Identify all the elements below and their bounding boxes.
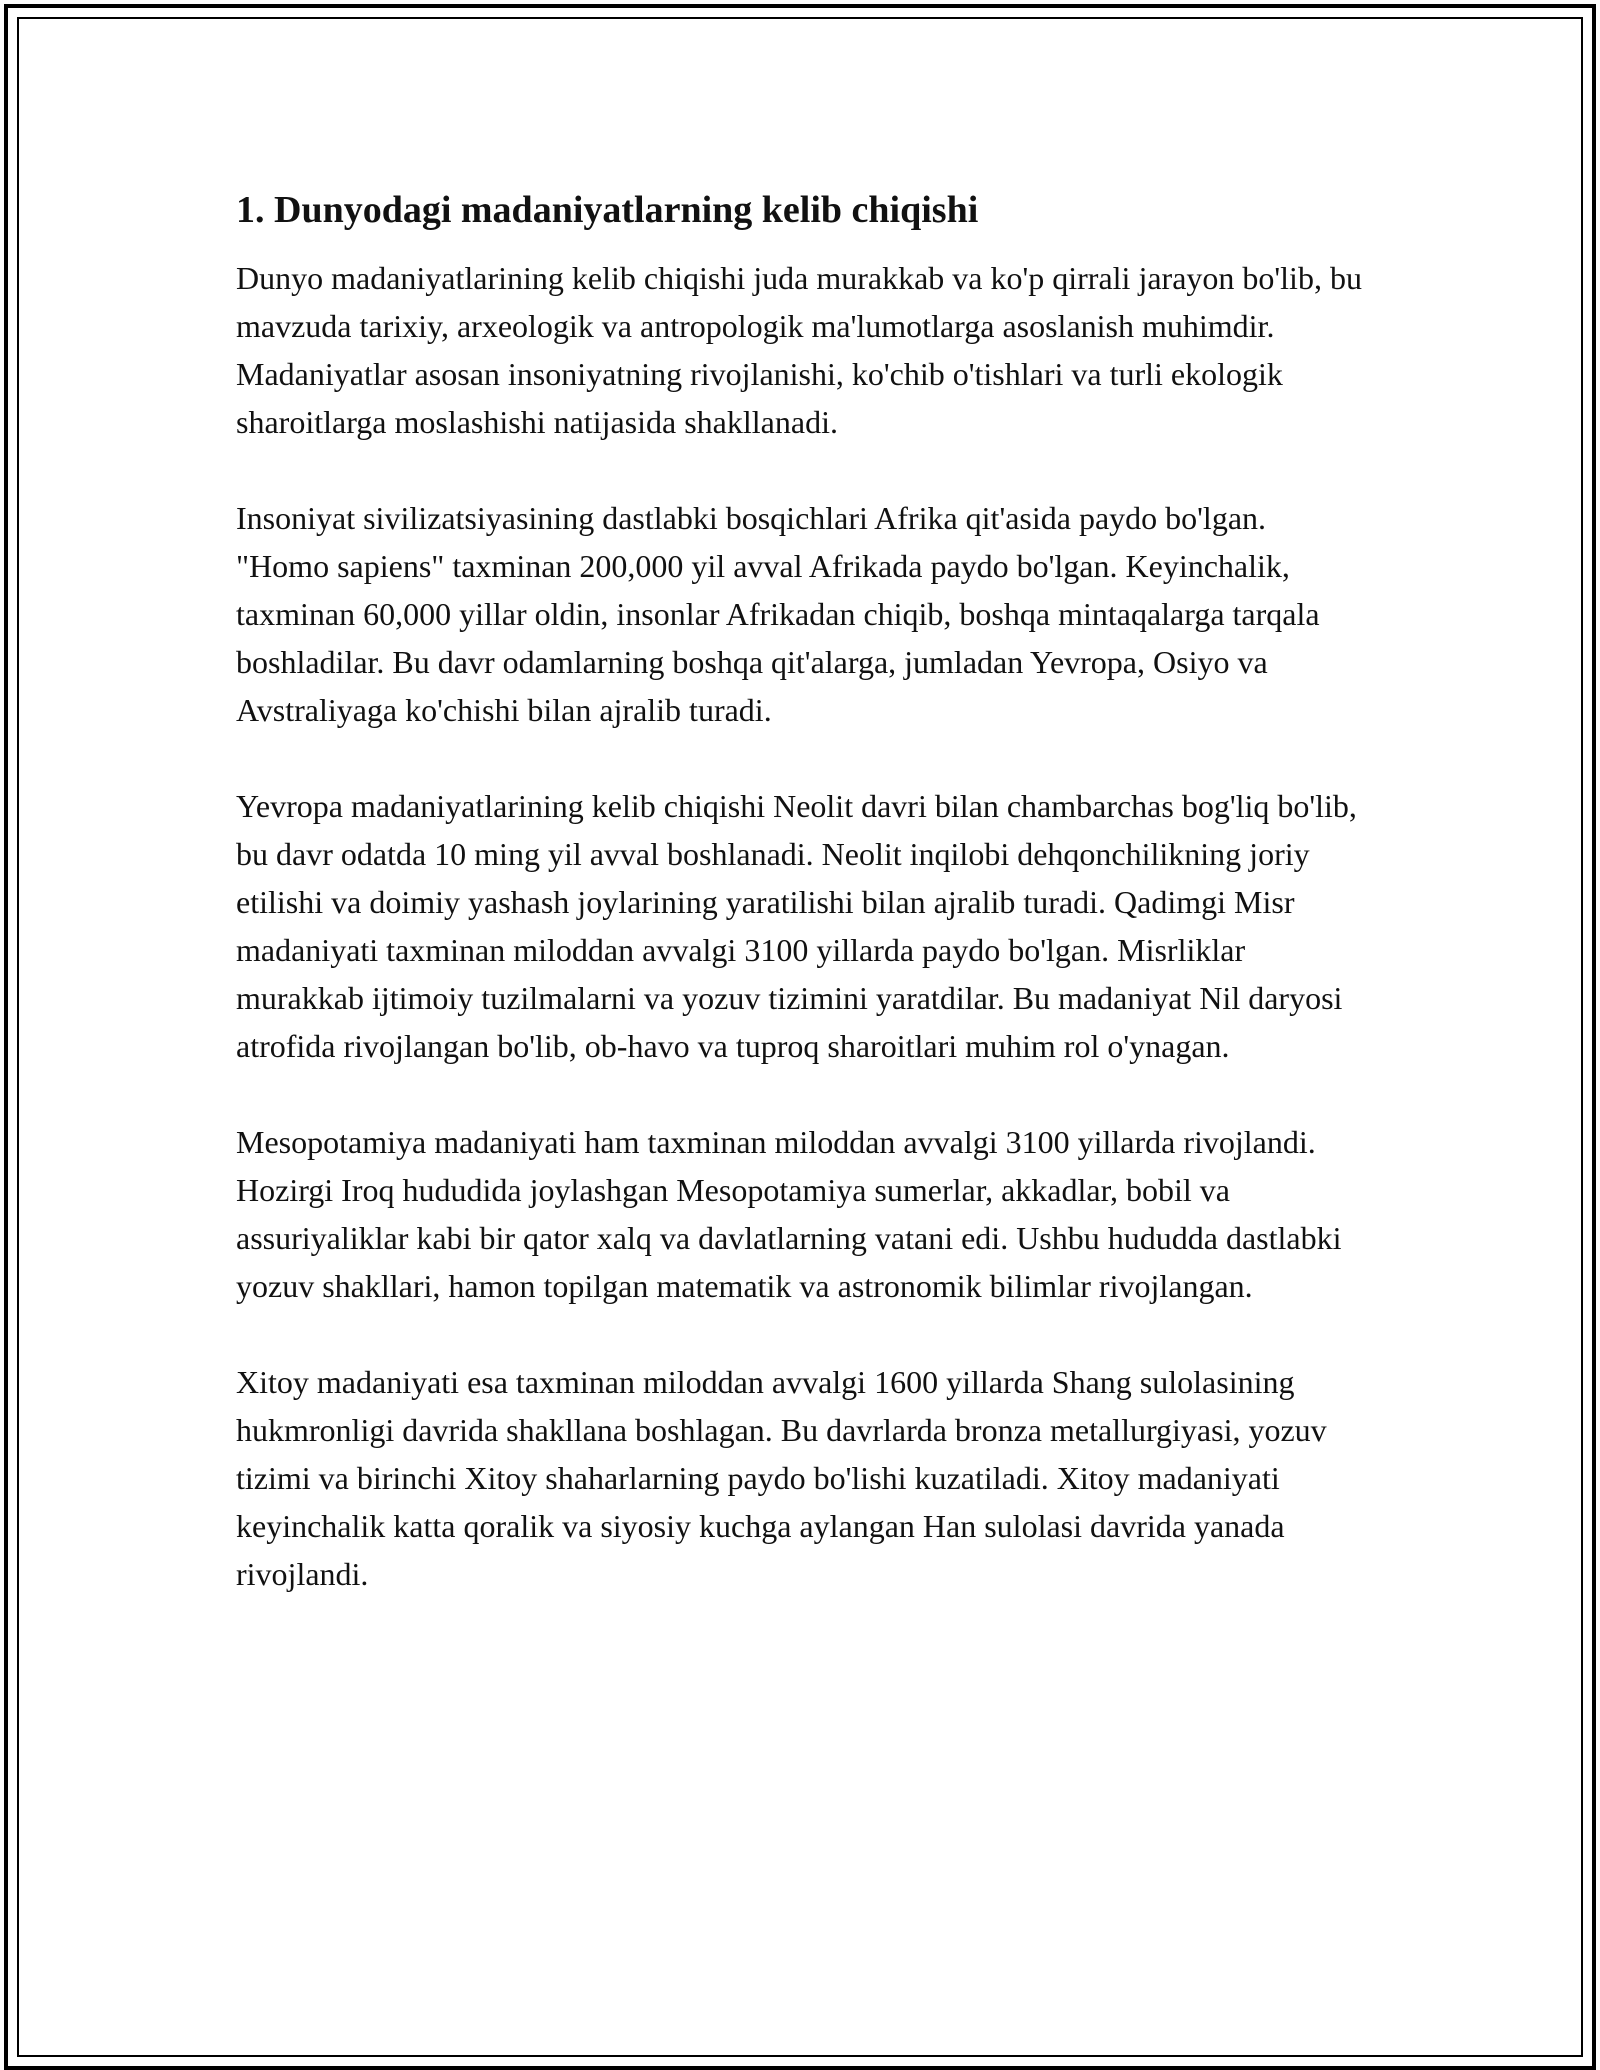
section-heading: 1. Dunyodagi madaniyatlarning kelib chiqishi — [236, 189, 979, 231]
document-body — [236, 186, 1366, 1646]
paragraph-europe-egypt: Yevropa madaniyatlarining kelib chiqishi Neolit davri bilan chambarchas bog'liq bo'lib, bu davr odatda 10 ming yil avval boshlanadi. Neolit inqilobi dehqonchilikning joriy etilishi va doimiy yashash joylarining yaratilishi bilan ajralib turadi. Qadimgi Misr madaniyati taxminan miloddan avvalgi 3100 yillarda paydo bo'lgan. Misrliklar murakkab ijtimoiy tuzilmalarni va yozuv tizimini yaratdilar. Bu madaniyat Nil daryosi atrofida rivojlangan bo'lib, ob-havo va tuproq sharoitlari muhim rol o'ynagan. — [236, 788, 1357, 1064]
paragraph-africa-migration: Insoniyat sivilizatsiyasining dastlabki bosqichlari Afrika qit'asida paydo bo'lgan. "Homo sapiens" taxminan 200,000 yil avval Afrikada paydo bo'lgan. Keyinchalik, taxminan 60,000 yillar oldin, insonlar Afrikadan chiqib, boshqa mintaqalarga tarqala boshladilar. Bu davr odamlarning boshqa qit'alarga, jumladan Yevropa, Osiyo va Avstraliyaga ko'chishi bilan ajralib turadi. — [236, 500, 1320, 728]
paragraph-china: Xitoy madaniyati esa taxminan miloddan avvalgi 1600 yillarda Shang sulolasining hukmronligi davrida shakllana boshlagan. Bu davrlarda bronza metallurgiyasi, yozuv tizimi va birinchi Xitoy shaharlarning paydo bo'lishi kuzatiladi. Xitoy madaniyati keyinchalik katta qoralik va siyosiy kuchga aylangan Han sulolasi davrida yanada rivojlandi. — [236, 1364, 1327, 1592]
paragraph-mesopotamia: Mesopotamiya madaniyati ham taxminan miloddan avvalgi 3100 yillarda rivojlandi. Hozirgi Iroq hududida joylashgan Mesopotamiya sumerlar, akkadlar, bobil va assuriyaliklar kabi bir qator xalq va davlatlarning vatani edi. Ushbu hududda dastlabki yozuv shakllari, hamon topilgan matematik va astronomik bilimlar rivojlangan. — [236, 1124, 1342, 1304]
paragraph-origins-overview: Dunyo madaniyatlarining kelib chiqishi juda murakkab va ko'p qirrali jarayon bo'lib, bu mavzuda tarixiy, arxeologik va antropologik ma'lumotlarga asoslanish muhimdir. Madaniyatlar asosan insoniyatning rivojlanishi, ko'chib o'tishlari va turli ekologik sharoitlarga moslashishi natijasida shakllanadi. — [236, 260, 1362, 440]
